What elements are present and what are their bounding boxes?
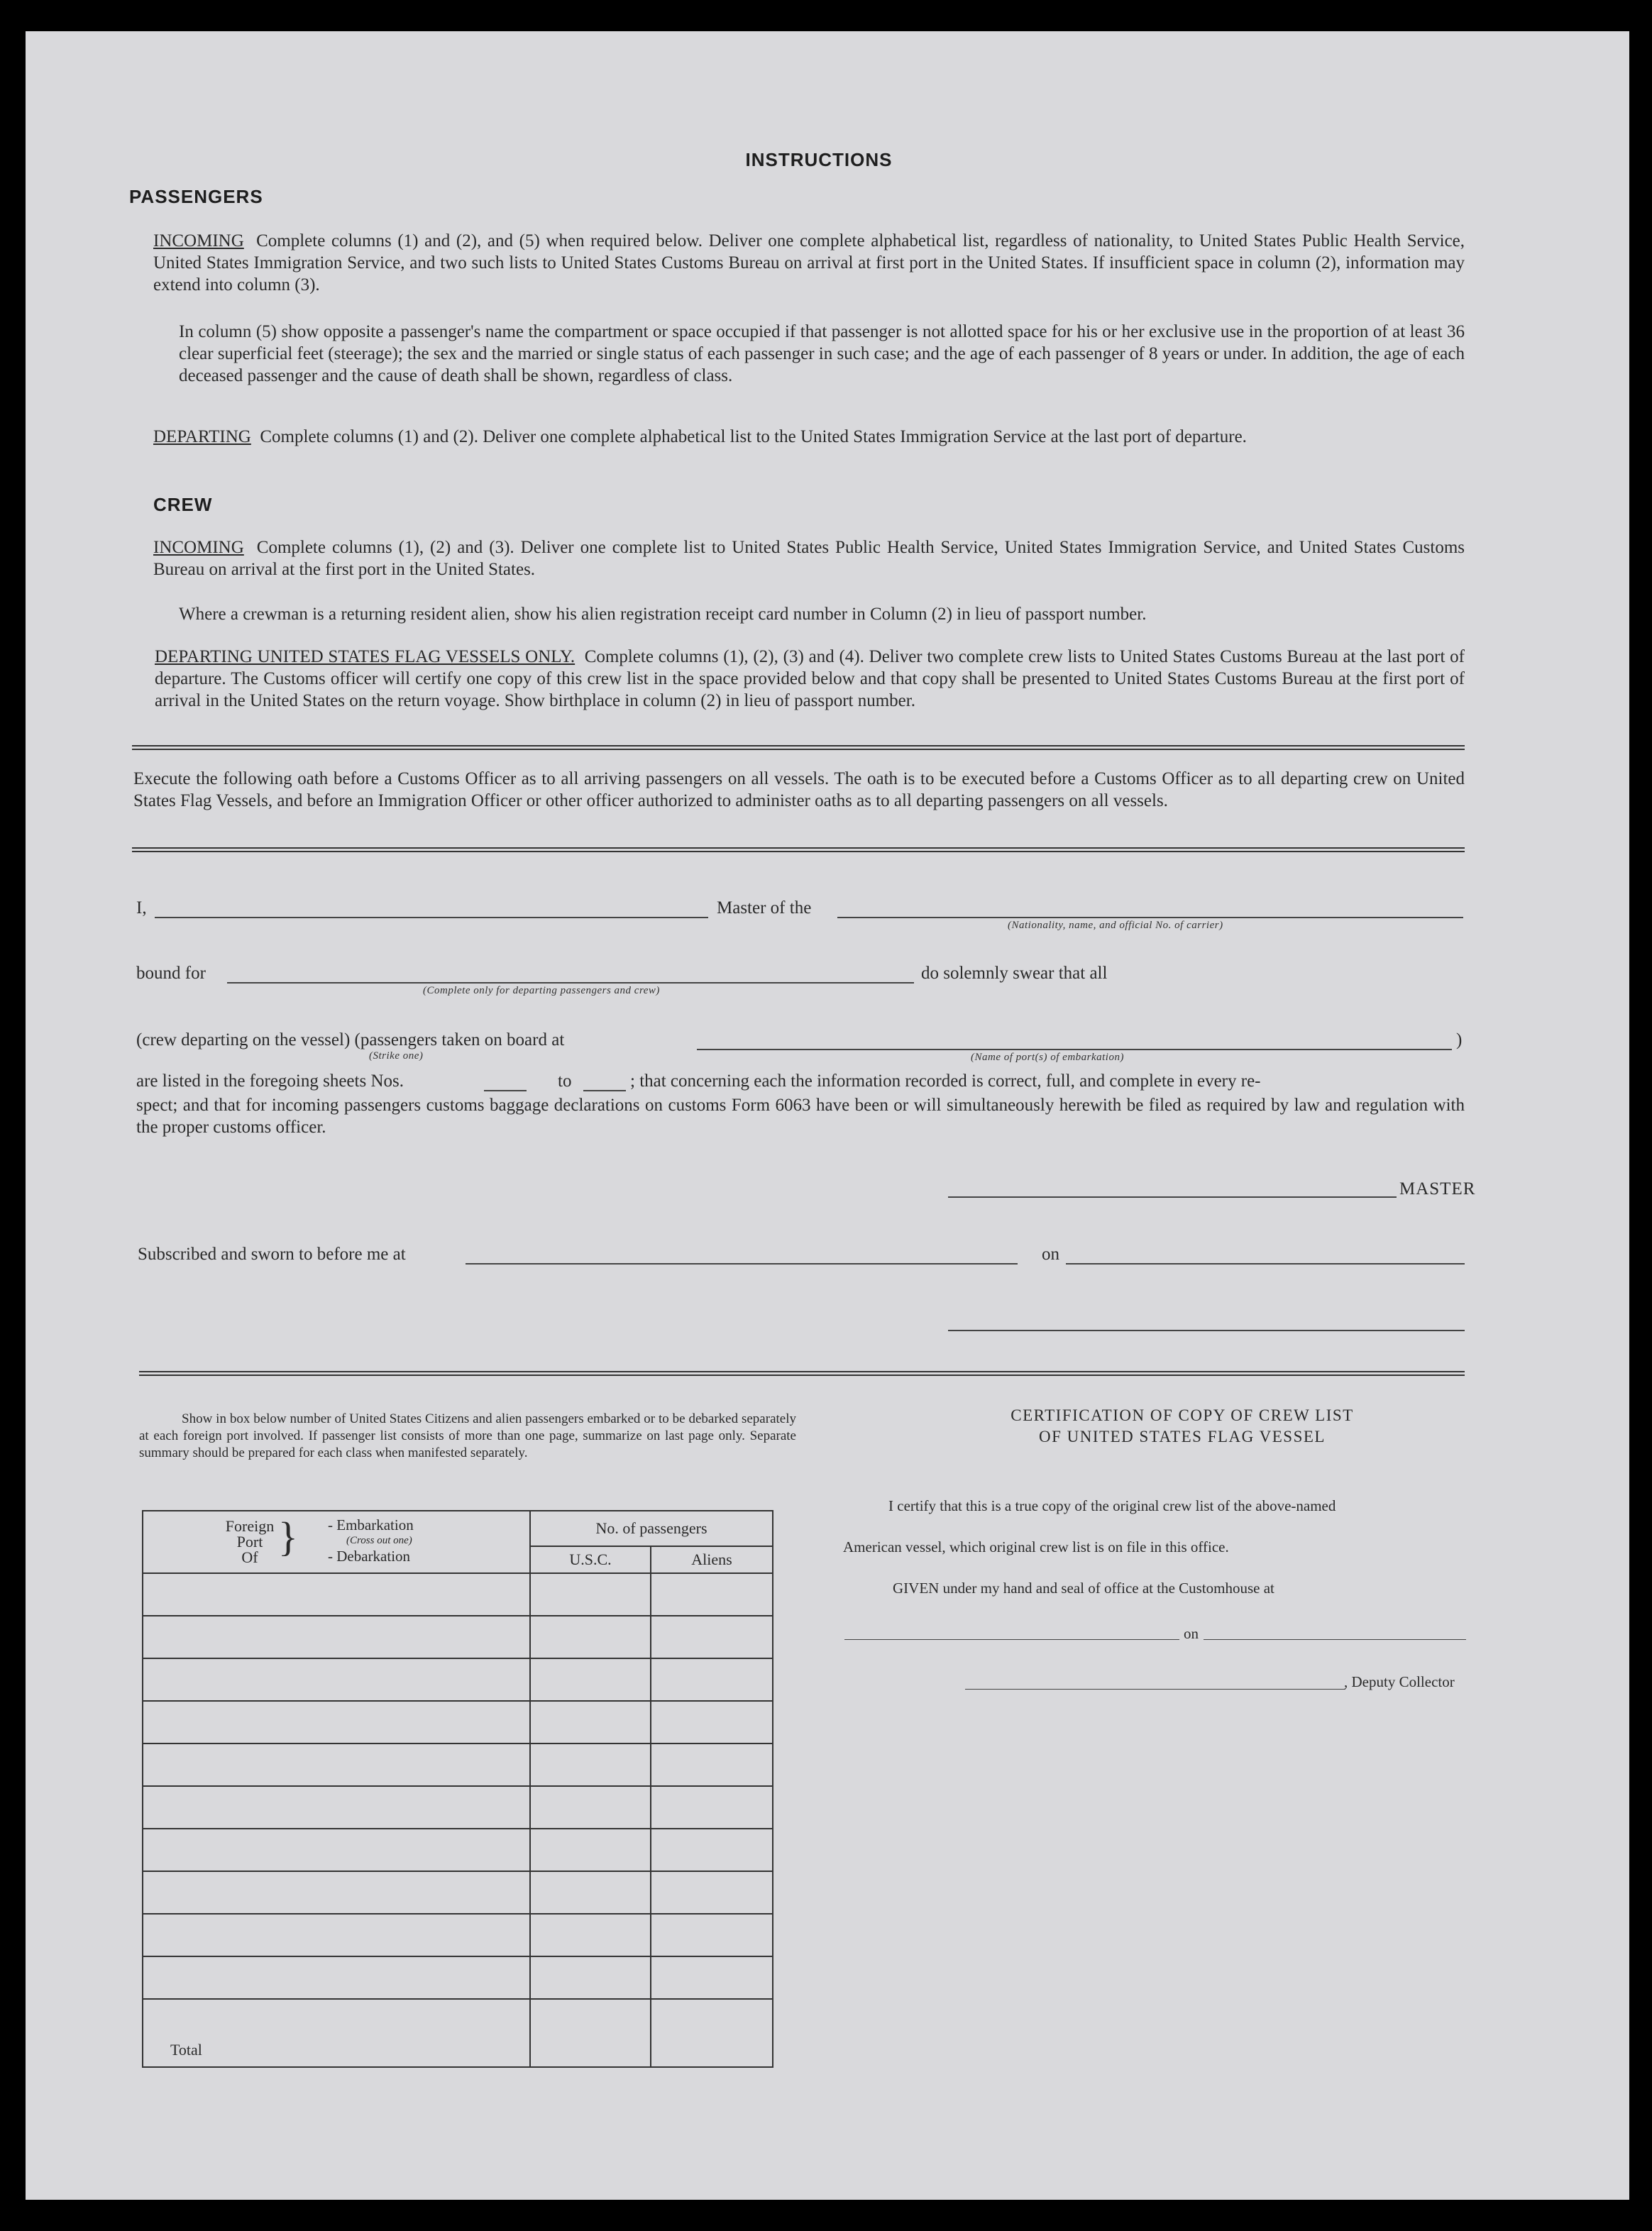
divider xyxy=(132,847,1465,852)
carrier-line[interactable] xyxy=(837,917,1463,918)
aliens-header: Aliens xyxy=(651,1546,773,1573)
sheets-to-line[interactable] xyxy=(583,1090,626,1091)
table-row[interactable] xyxy=(143,1616,773,1658)
certification-on-label: on xyxy=(1184,1625,1199,1642)
sheets-from-line[interactable] xyxy=(484,1090,527,1091)
oath-intro: Execute the following oath before a Customs Officer as to all arriving passengers on all vessels. The oath is to be executed before a Customs Officer as to all departing crew on United States Flag Vessels, and before an Immigration Officer or other officer authorized to administer oaths as to all departing passengers on all vessels. xyxy=(133,769,1465,810)
certification-heading-2: OF UNITED STATES FLAG VESSEL xyxy=(1039,1428,1326,1445)
table-row[interactable] xyxy=(143,1914,773,1956)
crew-incoming-text: Complete columns (1), (2) and (3). Deliver one complete list to United States Public Health Service, United States Immigration Service, and United States Customs Bureau on arrival at the first port in the United States. xyxy=(153,538,1465,579)
bound-for-line[interactable] xyxy=(227,982,914,984)
summary-instructions: Show in box below number of United States Citizens and alien passengers embarked or to be debarked separately at each foreign port involved. If passenger list consists of more than one page, summarize on last page only. Separate summary should be prepared for each class when manifested separately. xyxy=(139,1411,796,1460)
passengers-incoming-label: INCOMING xyxy=(153,231,244,250)
subscribed-on-label: on xyxy=(1042,1245,1059,1264)
ports-line[interactable] xyxy=(697,1049,1452,1050)
form-sheet xyxy=(26,31,1629,2200)
swear-label: do solemnly swear that all xyxy=(921,964,1108,983)
table-row[interactable] xyxy=(143,1956,773,1999)
passengers-column5-text: In column (5) show opposite a passenger's name the compartment or space occupied if that passenger is not allotted space for his or her exclusive use in the proportion of at least 36 clear superficial feet (steerage); the sex and the married or single status of each passenger in such case; and the age of each passenger of 8 years or under. In addition, the age of each deceased passenger and the cause of death shall be shown, regardless of class. xyxy=(179,322,1465,385)
subscribed-place-line[interactable] xyxy=(466,1263,1018,1265)
table-row[interactable] xyxy=(143,1658,773,1701)
total-label: Total xyxy=(143,1999,530,2067)
port-label: Port xyxy=(236,1533,263,1550)
crew-heading: CREW xyxy=(153,494,213,515)
bound-for-caption: (Complete only for departing passengers and crew) xyxy=(423,985,660,996)
page-title: INSTRUCTIONS xyxy=(745,149,893,170)
passenger-summary-table xyxy=(142,1510,773,2068)
oath-statement-a: ; that concerning each the information recorded is correct, full, and complete in every re- xyxy=(630,1072,1261,1091)
master-name-line[interactable] xyxy=(155,917,708,918)
oath-i-label: I, xyxy=(136,898,147,918)
sheets-listed-label: are listed in the foregoing sheets Nos. xyxy=(136,1072,404,1091)
crew-departing-label: DEPARTING UNITED STATES FLAG VESSELS ONLY. xyxy=(155,647,576,666)
table-row[interactable] xyxy=(143,1573,773,1616)
table-row[interactable] xyxy=(143,1786,773,1829)
table-row[interactable] xyxy=(143,1829,773,1871)
passengers-departing-block xyxy=(153,426,1465,448)
certification-heading-1: CERTIFICATION OF COPY OF CREW LIST xyxy=(1011,1406,1354,1424)
brace-glyph: } xyxy=(278,1514,298,1560)
divider xyxy=(139,1371,1465,1376)
certify-text-2: American vessel, which original crew list is on file in this office. xyxy=(843,1538,1229,1555)
crew-departing-block xyxy=(155,646,1465,712)
crew-resident-text: Where a crewman is a returning resident alien, show his alien registration receipt card number in Column (2) in lieu of passport number. xyxy=(179,605,1147,624)
customhouse-line[interactable] xyxy=(844,1639,1179,1640)
strike-one-caption: (Strike one) xyxy=(369,1050,424,1062)
of-label: Of xyxy=(241,1548,258,1566)
given-text: GIVEN under my hand and seal of office at the Customhouse at xyxy=(893,1580,1274,1597)
subscribed-date-line[interactable] xyxy=(1066,1263,1465,1265)
crew-incoming-label: INCOMING xyxy=(153,538,244,557)
passengers-departing-label: DEPARTING xyxy=(153,427,251,446)
certify-text-1: I certify that this is a true copy of the original crew list of the above-named xyxy=(888,1497,1336,1514)
table-row[interactable] xyxy=(143,1871,773,1914)
table-row[interactable] xyxy=(143,1701,773,1744)
crew-departing-option: (crew departing on the vessel) (passengers taken on board at xyxy=(136,1030,565,1050)
passengers-departing-text: Complete columns (1) and (2). Deliver one complete alphabetical list to the United States Immigration Service at the last port of departure. xyxy=(260,427,1247,446)
master-of-label: Master of the xyxy=(717,898,812,918)
passengers-heading: PASSENGERS xyxy=(129,186,263,207)
foreign-label: Foreign xyxy=(225,1517,275,1535)
subscribed-label: Subscribed and sworn to before me at xyxy=(138,1245,406,1264)
divider xyxy=(132,745,1465,750)
passengers-incoming-block xyxy=(153,230,1465,296)
certification-heading xyxy=(877,1405,1487,1448)
foreign-port-header xyxy=(143,1511,530,1573)
total-row[interactable] xyxy=(143,1999,773,2067)
officer-signature-line[interactable] xyxy=(948,1330,1465,1331)
cross-out-caption: (Cross out one) xyxy=(346,1535,412,1546)
passengers-incoming-text: Complete columns (1) and (2), and (5) when required below. Deliver one complete alphabetical list, regardless of nationality, to United States Public Health Service, United States Immigration Service, and two such lists to United States Customs Bureau on arrival at first port in the United States. If insufficient space in column (2), information may extend into column (3). xyxy=(153,231,1465,294)
bound-for-label: bound for xyxy=(136,964,206,983)
crew-departing-text: Complete columns (1), (2), (3) and (4). Deliver two complete crew lists to United States Customs Bureau at the last port of departure. The Customs officer will certify one copy of this crew list in the space provided below and that copy shall be presented to United States Customs Bureau at the first port of arrival in the United States on the return voyage. Show birthplace in column (2) in lieu of passport number. xyxy=(155,647,1465,710)
carrier-caption: (Nationality, name, and official No. of carrier) xyxy=(1008,920,1223,931)
deputy-collector-label: , Deputy Collector xyxy=(1344,1673,1455,1690)
crew-incoming-block xyxy=(153,536,1465,580)
sheets-to-label: to xyxy=(558,1072,572,1091)
certification-date-line[interactable] xyxy=(1204,1639,1466,1640)
close-paren: ) xyxy=(1456,1030,1463,1050)
usc-header: U.S.C. xyxy=(530,1546,651,1573)
master-signature-line[interactable] xyxy=(948,1196,1397,1198)
debarkation-option[interactable]: - Debarkation xyxy=(328,1548,411,1565)
no-of-passengers-header: No. of passengers xyxy=(530,1511,773,1546)
ports-caption: (Name of port(s) of embarkation) xyxy=(971,1052,1124,1063)
oath-statement-b: spect; and that for incoming passengers customs baggage declarations on customs Form 6063 have been or will simultaneously herewith be filed as required by law and regulation with the proper customs officer. xyxy=(136,1096,1465,1137)
table-row[interactable] xyxy=(143,1744,773,1786)
master-signature-label: MASTER xyxy=(1399,1179,1476,1199)
embarkation-option[interactable]: - Embarkation xyxy=(328,1516,414,1533)
deputy-signature-line[interactable] xyxy=(965,1689,1345,1690)
